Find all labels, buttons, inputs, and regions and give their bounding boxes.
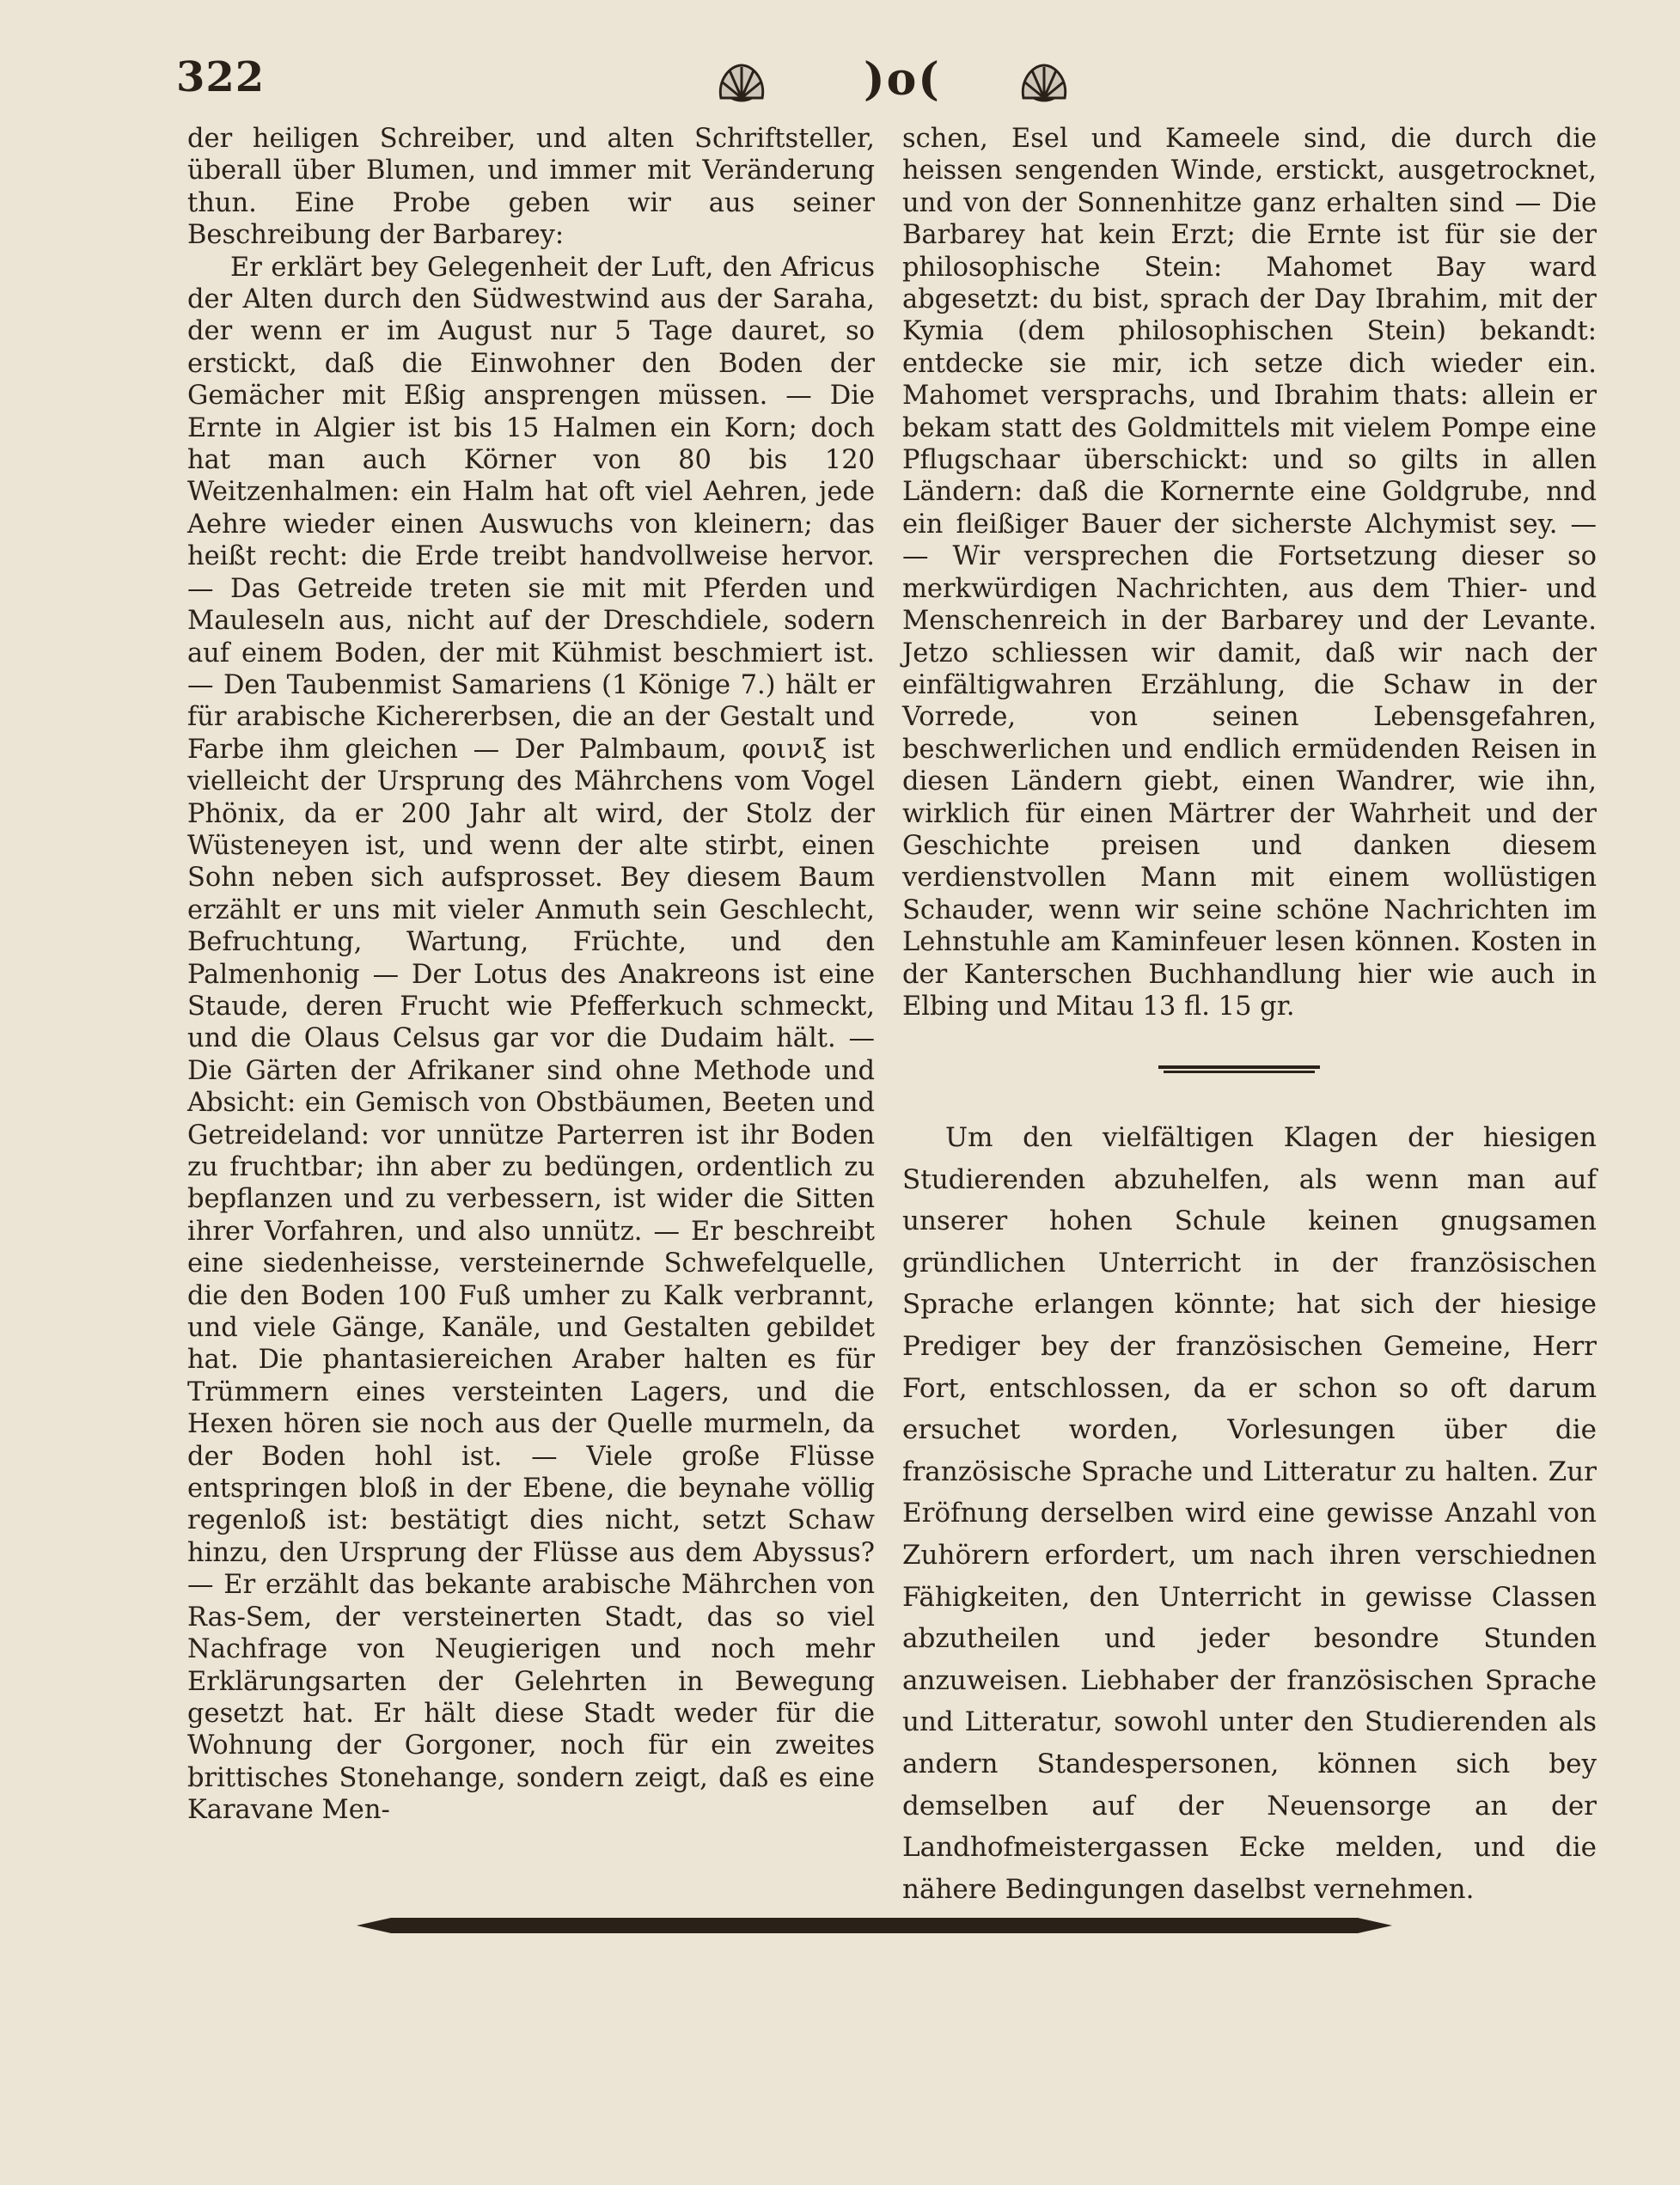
left-paragraph-continued: der heiligen Schreiber, und alten Schriftsteller, überall über Blumen, und immer mit Veränderung thun. Eine Probe geben wir aus seiner Beschreibung der Barbarey:	[187, 124, 875, 251]
shell-ornament-icon	[1017, 60, 1072, 105]
notice-paragraph: Um den vielfältigen Klagen der hiesigen Studierenden abzuhelfen, als wenn man auf unserer hohen Schule keinen gnugsamen gründlichen Unterricht in der französischen Sprache erlangen könnte; hat sich der hiesige Prediger bey der französischen Gemeine, Herr Fort, entschlossen, da er schon so oft darum ersuchet worden, Vorlesungen über die französische Sprache und Litteratur zu halten. Zur Eröfnung derselben wird eine gewisse Anzahl von Zuhörern erfordert, um nach ihren verschiednen Fähigkeiten, den Unterricht in gewisse Classen abzutheilen und jeder besondre Stunden anzuweisen. Liebhaber der französischen Sprache und Litteratur, sowohl unter den Studierenden als andern Standespersonen, können sich bey demselben auf der Neuensorge an der Landhofmeistergassen Ecke melden, und die nähere Bedingungen daselbst vernehmen.	[902, 1122, 1597, 1905]
left-paragraph-main: Er erklärt bey Gelegenheit der Luft, den Africus der Alten durch den Südwestwind aus der Saraha, der wenn er im August nur 5 Tage dauret, so erstickt, daß die Einwohner den Boden der Gemächer mit Eßig ansprengen müssen. — Die Ernte in Algier ist bis 15 Halmen ein Korn; doch hat man auch Körner von 80 bis 120 Weitzenhalmen: ein Halm hat oft viel Aehren, jede Aehre wieder einen Auswuchs von kleinern; das heißt recht: die Erde treibt handvollweise hervor. — Das Getreide treten sie mit mit Pferden und Mauleseln aus, nicht auf der Dreschdiele, sodern auf einem Boden, der mit Kühmist beschmiert ist. — Den Taubenmist Samariens (1 Könige 7.) hält er für arabische Kichererbsen, die an der Gestalt und Farbe ihm gleichen — Der Palmbaum, φοινιξ ist vielleicht der Ursprung des Mährchens vom Vogel Phönix, da er 200 Jahr alt wird, der Stolz der Wüsteneyen ist, und wenn der alte stirbt, einen Sohn neben sich aufsprosset. Bey diesem Baum erzählt er uns mit vieler Anmuth sein Geschlecht, Befruchtung, Wartung, Früchte, und den Palmenhonig — Der Lotus des Anakreons ist eine Staude, deren Frucht wie Pfefferkuch schmeckt, und die Olaus Celsus gar vor die Dudaim hält. — Die Gärten der Afrikaner sind ohne Methode und Absicht: ein Gemisch von Obstbäumen, Beeten und Getreideland: vor unnütze Parterren ist ihr Boden zu fruchtbar; ihn aber zu bedüngen, ordentlich zu bepflanzen und zu verbessern, ist wider die Sitten ihrer Vorfahren, und also unnütz. — Er beschreibt eine siedenheisse, versteinernde Schwefelquelle, die den Boden 100 Fuß umher zu Kalk verbrannt, und viele Gänge, Kanäle, und Gestalten gebildet hat. Die phantasiereichen Araber halten es für Trümmern eines versteinten Lagers, und die Hexen hören sie noch aus der Quelle murmeln, da der Boden hohl ist. — Viele große Flüsse entspringen bloß in der Ebene, die beynahe völlig regenloß ist: bestätigt dies nicht, setzt Schaw hinzu, den Ursprung der Flüsse aus dem Abyssus? — Er erzählt das bekante arabische Mährchen von Ras-Sem, der versteinerten Stadt, das so viel Nachfrage von Neugierigen und noch mehr Erklärungsarten der Gelehrten in Bewegung gesetzt hat. Er hält diese Stadt weder für die Wohnung der Gorgoner, noch für ein zweites brittisches Stonehange, sondern zeigt, daß es eine Karavane Men-	[187, 252, 875, 1826]
page-number: 322	[176, 53, 266, 101]
lecture-notice	[902, 1117, 1597, 1910]
right-column	[902, 123, 1597, 1022]
center-mark: )o(	[864, 53, 941, 106]
bottom-divider-rule	[357, 1914, 1392, 1937]
short-divider-rule	[1158, 1064, 1320, 1076]
right-paragraph-continued: schen, Esel und Kameele sind, die durch die heissen sengenden Winde, erstickt, ausgetrocknet, und von der Sonnenhitze ganz erhalten sind — Die Barbarey hat kein Erzt; die Ernte ist für sie der philosophische Stein: Mahomet Bay ward abgesetzt: du bist, sprach der Day Ibrahim, mit der Kymia (dem philosophischen Stein) bekandt: entdecke sie mir, ich setze dich wieder ein. Mahomet versprachs, und Ibrahim thats: allein er bekam statt des Goldmittels mit vielem Pompe eine Pflugschaar überschickt: und so gilts in allen Ländern: daß die Kornernte eine Goldgrube, nnd ein fleißiger Bauer der sicherste Alchymist sey. — — Wir versprechen die Fortsetzung dieser so merkwürdigen Nachrichten, aus dem Thier- und Menschenreich in der Barbarey und der Levante. Jetzo schliessen wir damit, daß wir nach der einfältigwahren Erzählung, die Schaw in der Vorrede, von seinen Lebensgefahren, beschwerlichen und endlich ermüdenden Reisen in diesen Ländern giebt, einen Wandrer, wie ihn, wirklich für einen Märtrer der Wahrheit und der Geschichte preisen und danken diesem verdienstvollen Mann mit einem wollüstigen Schauder, wenn wir seine schöne Nachrichten im Lehnstuhle am Kaminfeuer lesen können. Kosten in der Kanterschen Buchhandlung hier wie auch in Elbing und Mitau 13 fl. 15 gr.	[902, 124, 1597, 1022]
shell-ornament-icon	[714, 60, 769, 105]
left-column	[187, 123, 875, 1827]
page-header	[176, 53, 1637, 122]
